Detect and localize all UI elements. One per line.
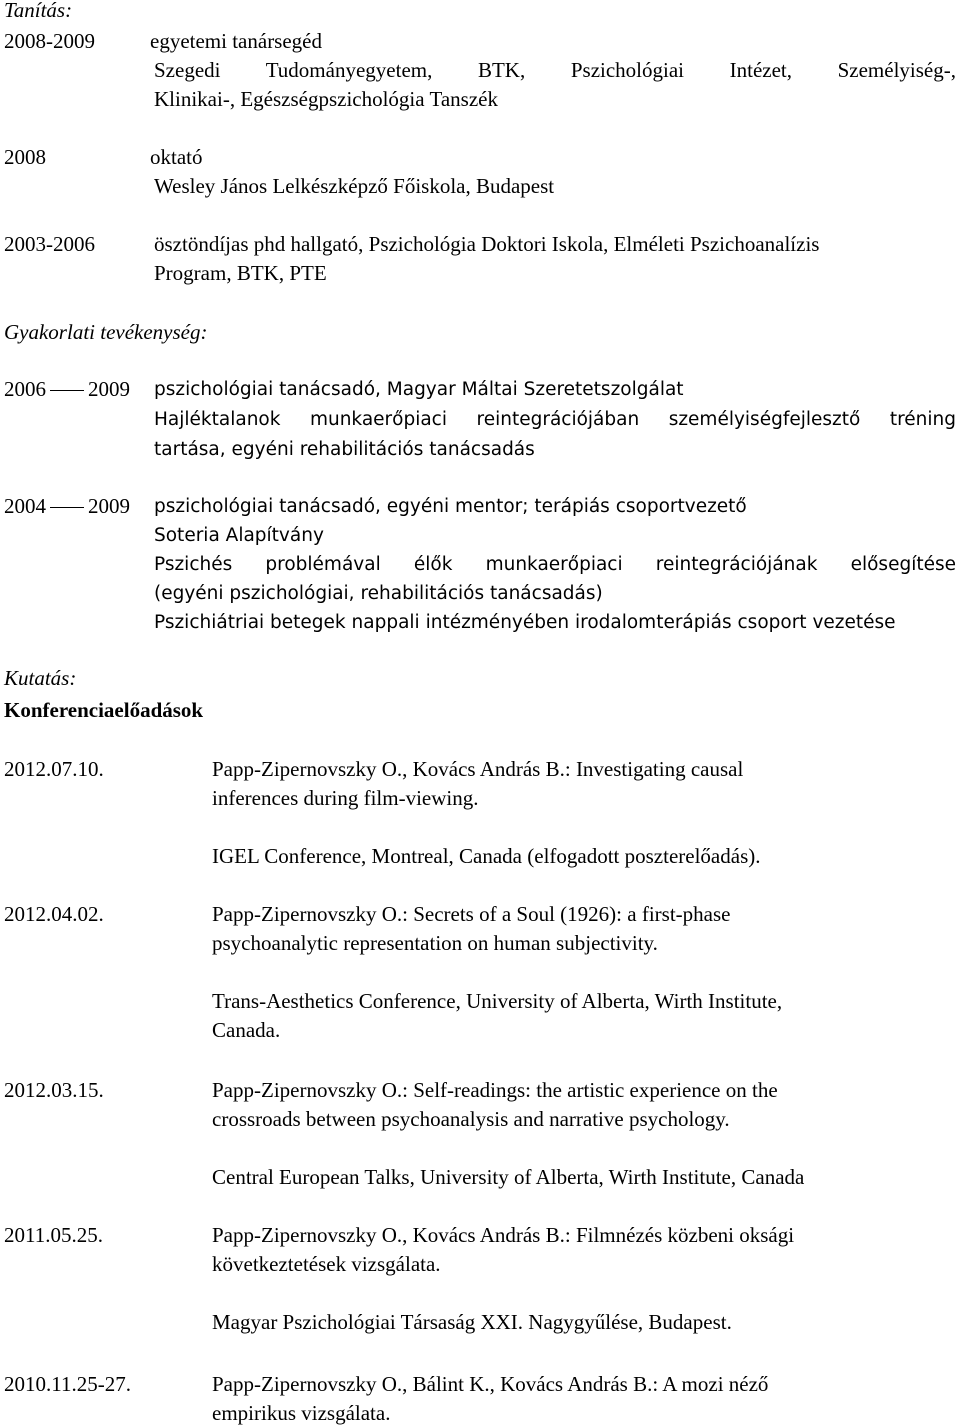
talk-title-line: inferences during film-viewing. (212, 786, 479, 810)
conference-talks-heading: Konferenciaelőadások (4, 698, 204, 722)
entry-line: tartása, egyéni rehabilitációs tanácsadás (154, 439, 535, 460)
talk-venue (212, 1163, 956, 1192)
venue-line: Magyar Pszichológiai Társaság XXI. Nagygyűlése, Budapest. (212, 1310, 732, 1334)
entry-position: oktató (150, 145, 203, 169)
date-from: 2006 (4, 377, 46, 401)
entry-date: 2008 (4, 145, 46, 169)
entry-line: pszichológiai tanácsadó, Magyar Máltai Szeretetszolgálat (154, 379, 684, 400)
entry-line: Hajléktalanok munkaerőpiaci reintegrációjában személyiségfejlesztő tréning (154, 409, 956, 430)
range-dash (50, 507, 84, 508)
talk-title-line: Papp-Zipernovszky O.: Self-readings: the artistic experience on the (212, 1078, 778, 1102)
talk-date: 2012.03.15. (4, 1078, 104, 1102)
venue-line: Trans-Aesthetics Conference, University of Alberta, Wirth Institute, (212, 989, 783, 1013)
talk-title-line: empirikus vizsgálata. (212, 1401, 391, 1425)
talk-date: 2012.04.02. (4, 902, 104, 926)
entry-body (150, 143, 956, 201)
talk-title-line: psychoanalytic representation on human subjectivity. (212, 931, 658, 955)
entry-date: 2003-2006 (4, 232, 95, 256)
venue-line: Canada. (212, 1018, 281, 1042)
entry-line: (egyéni pszichológiai, rehabilitációs tanácsadás) (154, 583, 603, 604)
entry-line: ösztöndíjas phd hallgató, Pszichológia Doktori Iskola, Elméleti Pszichoanalízis (154, 232, 820, 256)
talk-body (212, 1370, 956, 1428)
entry-position: egyetemi tanársegéd (150, 29, 322, 53)
entry-body (154, 230, 956, 288)
entry-line: Szegedi Tudományegyetem, BTK, Pszichológiai Intézet, Személyiség-, (154, 58, 956, 82)
talk-date: 2012.07.10. (4, 757, 104, 781)
entry-date-range (4, 375, 130, 404)
date-to: 2009 (88, 494, 130, 518)
talk-date: 2011.05.25. (4, 1223, 103, 1247)
talk-body (212, 900, 956, 1045)
entry-date: 2008-2009 (4, 29, 95, 53)
date-to: 2009 (88, 377, 130, 401)
practice-heading: Gyakorlati tevékenység: (4, 320, 208, 344)
entry-line: pszichológiai tanácsadó, egyéni mentor; terápiás csoportvezető (154, 496, 747, 517)
talk-title-line: következtetések vizsgálata. (212, 1252, 441, 1276)
research-heading: Kutatás: (4, 666, 77, 690)
talk-body (212, 1221, 956, 1337)
entry-date-range (4, 492, 130, 521)
talk-body (212, 1076, 956, 1192)
venue-line: IGEL Conference, Montreal, Canada (elfogadott poszterelőadás). (212, 844, 761, 868)
talk-title-line: crossroads between psychoanalysis and narrative psychology. (212, 1107, 730, 1131)
date-from: 2004 (4, 494, 46, 518)
talk-title-line: Papp-Zipernovszky O.: Secrets of a Soul (1926): a first-phase (212, 902, 731, 926)
entry-line: Pszichiátriai betegek nappali intézményében irodalomterápiás csoport vezetése (154, 612, 896, 633)
talk-date: 2010.11.25-27. (4, 1372, 131, 1396)
entry-body (154, 375, 956, 465)
entry-line: Wesley János Lelkészképző Főiskola, Budapest (154, 174, 555, 198)
teaching-heading: Tanítás: (4, 0, 73, 22)
range-dash (50, 390, 84, 391)
talk-body (212, 755, 956, 871)
entry-line: Soteria Alapítvány (154, 525, 324, 546)
talk-venue (212, 1308, 956, 1337)
talk-title-line: Papp-Zipernovszky O., Kovács András B.: Investigating causal (212, 757, 744, 781)
talk-title-line: Papp-Zipernovszky O., Bálint K., Kovács András B.: A mozi néző (212, 1372, 769, 1396)
entry-body (150, 27, 956, 114)
talk-venue (212, 842, 956, 871)
entry-line: Program, BTK, PTE (154, 261, 327, 285)
entry-line: Pszichés problémával élők munkaerőpiaci reintegrációjának elősegítése (154, 554, 956, 575)
talk-venue (212, 987, 956, 1045)
entry-line: Klinikai-, Egészségpszichológia Tanszék (154, 87, 498, 111)
venue-line: Central European Talks, University of Alberta, Wirth Institute, Canada (212, 1165, 805, 1189)
talk-title-line: Papp-Zipernovszky O., Kovács András B.: Filmnézés közbeni oksági (212, 1223, 795, 1247)
entry-body (154, 492, 956, 637)
